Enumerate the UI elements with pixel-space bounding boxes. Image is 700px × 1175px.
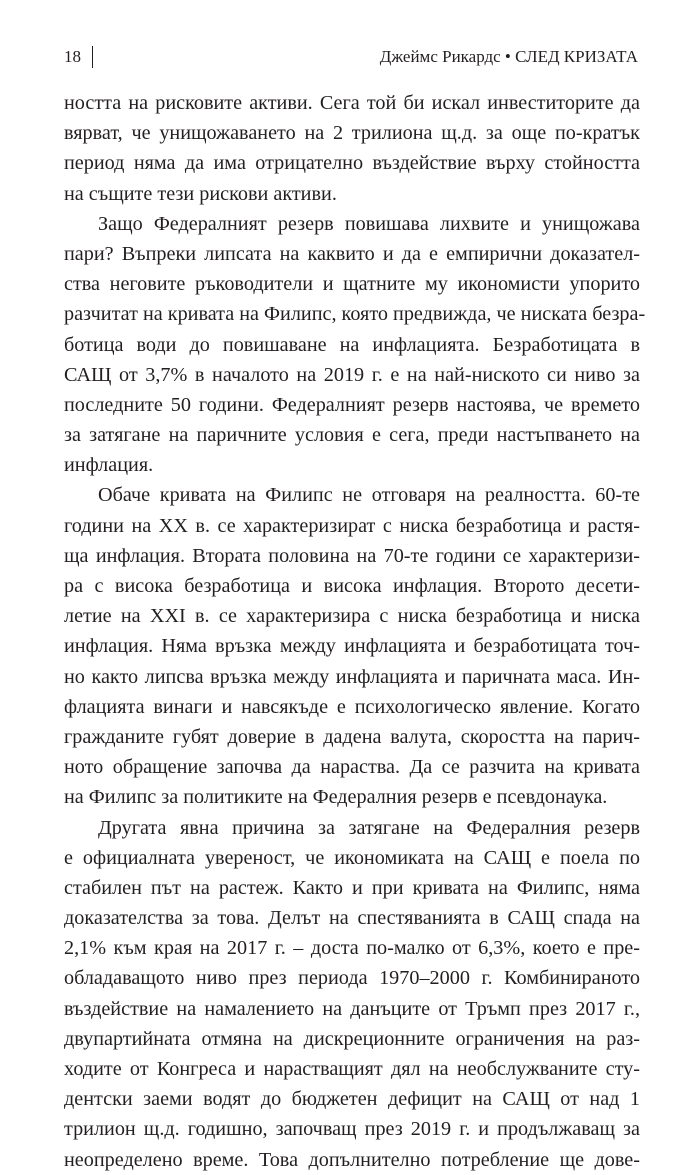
- page-number: 18: [64, 47, 81, 66]
- running-head: Джеймс Рикардс • СЛЕД КРИЗАТА: [379, 47, 638, 66]
- paragraph: [64, 813, 640, 1175]
- text-line: стабилен път на растеж. Както и при кривата на Филипс, няма: [64, 876, 640, 899]
- text-line: ботица води до повишаване на инфлацията. Безработицата в: [64, 333, 640, 356]
- text-line: разчитат на кривата на Филипс, която предвижда, че ниската безра-: [64, 303, 646, 326]
- paragraph: [64, 209, 646, 481]
- text-line: ра с висока безработица и висока инфлация. Второто десети-: [64, 575, 640, 597]
- text-line: трилион щ.д. годишно, започващ през 2019 г. и продължаващ за: [64, 1118, 640, 1141]
- text-line: флацията винаги и навсякъде е психологическо явление. Когато: [64, 695, 640, 718]
- text-line: двупартийната отмяна на дискреционните ограничения на раз-: [64, 1027, 640, 1050]
- page-header: [64, 42, 638, 72]
- body-text: [64, 88, 646, 1175]
- text-line: САЩ от 3,7% в началото на 2019 г. е на най-ниското си ниво за: [64, 363, 640, 386]
- text-line: доказателства за това. Делът на спестяванията в САЩ спада на: [64, 907, 640, 930]
- text-line: Обаче кривата на Филипс не отговаря на реалността. 60-те: [98, 484, 640, 507]
- text-line: но както липсва връзка между инфлацията и паричната маса. Ин-: [64, 665, 640, 688]
- text-line: години на XX в. се характеризират с ниска безработица и растя-: [64, 514, 640, 537]
- text-line: инфлация. Няма връзка между инфлацията и безработицата точ-: [64, 635, 640, 658]
- paragraph: [64, 88, 640, 209]
- text-line: период няма да има отрицателно въздействие върху стойността: [64, 152, 640, 175]
- text-line: пари? Въпреки липсата на каквито и да е емпирични доказател-: [64, 242, 640, 265]
- paragraph: [64, 480, 640, 812]
- text-line: ността на рисковите активи. Сега той би искал инвеститорите да: [64, 92, 640, 114]
- text-line: обладаващото ниво през периода 1970–2000 г. Комбинираното: [64, 967, 640, 990]
- text-line: Защо Федералният резерв повишава лихвите и унищожава: [98, 212, 640, 235]
- text-line: ходите от Конгреса и нарастващият дял на необслужваните сту-: [64, 1058, 640, 1080]
- text-line: Другата явна причина за затягане на Федералния резерв: [98, 816, 640, 839]
- text-line: летие на XXI в. се характеризира с ниска безработица и ниска: [64, 605, 640, 628]
- text-line: последните 50 години. Федералният резерв настоява, че времето: [64, 393, 640, 416]
- text-line: вярват, че унищожаването на 2 трилиона щ.д. за още по-кратък: [64, 122, 640, 145]
- text-line: гражданите губят доверие в дадена валута, скоростта на парич-: [64, 725, 640, 748]
- text-line: за затягане на паричните условия е сега, преди настъпването на: [64, 424, 640, 447]
- text-line: неопределено време. Това допълнително потребление ще дове-: [64, 1148, 640, 1171]
- text-line: на същите тези рискови активи.: [64, 182, 337, 205]
- text-line: въздействие на намалението на данъците от Тръмп през 2017 г.,: [64, 997, 640, 1020]
- text-line: 2,1% към края на 2017 г. – доста по-малко от 6,3%, което е пре-: [64, 937, 640, 960]
- text-line: ща инфлация. Втората половина на 70-те години се характеризи-: [64, 544, 640, 567]
- text-line: дентски заеми водят до бюджетен дефицит на САЩ от над 1: [64, 1088, 640, 1111]
- text-line: ства неговите ръководители и щатните му икономисти упорито: [64, 273, 640, 296]
- header-divider: [92, 46, 93, 68]
- text-line: инфлация.: [64, 454, 154, 477]
- text-line: на Филипс за политиките на Федералния резерв е псевдонаука.: [64, 786, 608, 809]
- text-line: е официалната увереност, че икономиката на САЩ е поела по: [64, 846, 640, 869]
- text-line: ното обращение започва да нараства. Да се разчита на кривата: [64, 756, 640, 779]
